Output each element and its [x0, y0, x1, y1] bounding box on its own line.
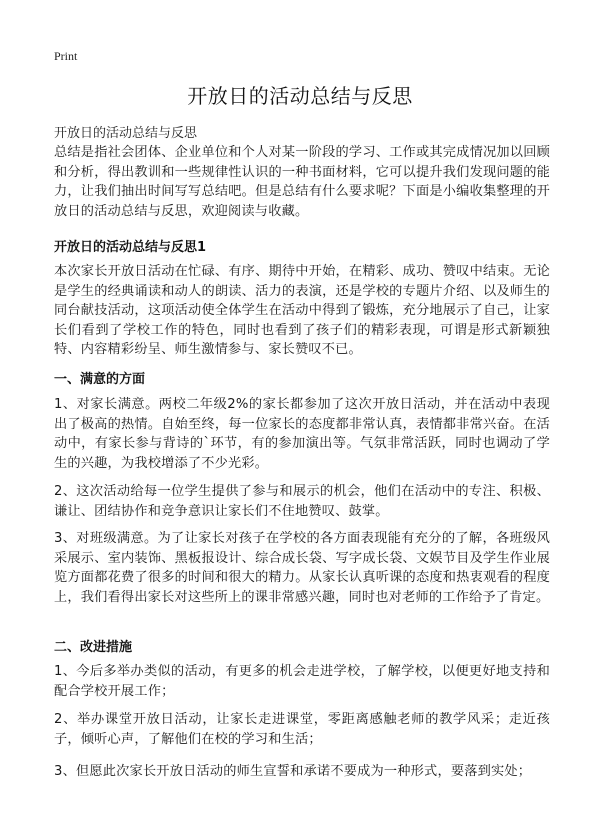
- part1-item-1: 1、对家长满意。两校二年级2%的家长都参加了这次开放日活动，并在活动中表现出了极高的热情。自始至终，每一位家长的态度都非常认真，表情都非常兴奋。在活动中，有家长参与背诗的`环节，有的参加演出等。气氛非常活跃，同时也调动了学生的兴趣，为我校增添了不少光彩。: [54, 397, 550, 471]
- intro-paragraph: 总结是指社会团体、企业单位和个人对某一阶段的学习、工作或其完成情况加以回顾和分析，得出教训和一些规律性认识的一种书面材料，它可以提升我们发现问题的能力，让我们抽出时间写写总结吧。但是总结有什么要求呢？下面是小编收集整理的开放日的活动总结与反思，欢迎阅读与收藏。: [54, 145, 550, 219]
- part1-item-3: 3、对班级满意。为了让家长对孩子在学校的各方面表现能有充分的了解，各班级风采展示、室内装饰、黑板报设计、综合成长袋、写字成长袋、文娱节目及学生作业展览方面都花费了很多的时间和很大的精力。从家长认真听课的态度和热衷观看的程度上，我们看得出家长对这些所上的课非常感兴趣，同时也对老师的工作给予了肯定。: [54, 531, 550, 605]
- part1-heading: 一、满意的方面: [54, 372, 146, 387]
- part2-item-1: 1、今后多举办类似的活动，有更多的机会走进学校，了解学校，以便更好地支持和配合学校开展工作；: [54, 664, 550, 699]
- part1-item-2: 2、这次活动给每一位学生提供了参与和展示的机会，他们在活动中的专注、积极、谦让、团结协作和竞争意识让家长们不住地赞叹、鼓掌。: [54, 484, 550, 519]
- part2-item-3: 3、但愿此次家长开放日活动的师生宣誓和承诺不要成为一种形式，要落到实处；: [54, 764, 532, 779]
- part2-heading: 二、改进措施: [54, 640, 133, 655]
- section1-paragraph: 本次家长开放日活动在忙碌、有序、期待中开始，在精彩、成功、赞叹中结束。无论是学生的经典诵读和动人的朗读、活力的表演，还是学校的专题片介绍、以及师生的同台献技活动，这项活动使全体学生在活动中得到了锻炼，充分地展示了自己，让家长们看到了学校工作的特色，同时也看到了孩子们的精彩表现，可谓是形式新颖独特、内容精彩纷呈、师生激情参与、家长赞叹不已。: [54, 264, 550, 357]
- document-subtitle: 开放日的活动总结与反思: [54, 126, 198, 141]
- section-heading-1: 开放日的活动总结与反思1: [54, 240, 207, 255]
- print-label[interactable]: Print: [54, 49, 78, 63]
- part2-item-2: 2、举办课堂开放日活动，让家长走进课堂，零距离感触老师的教学风采；走近孩子，倾听心声，了解他们在校的学习和生活；: [54, 712, 550, 747]
- document-title: 开放日的活动总结与反思: [187, 84, 413, 108]
